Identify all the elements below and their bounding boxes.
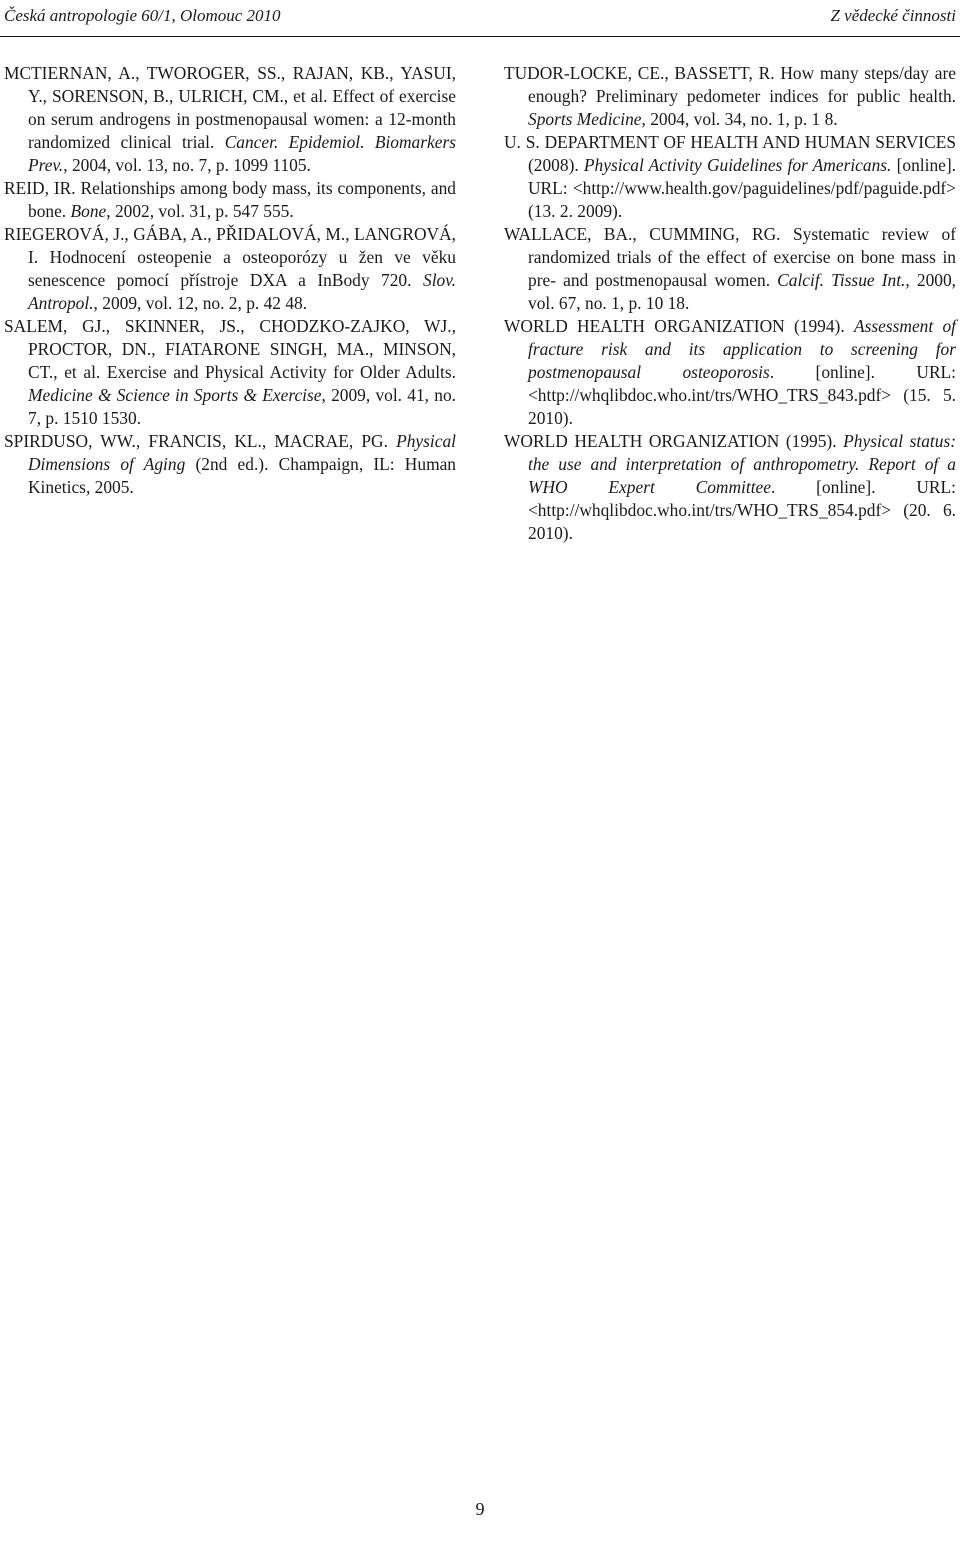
- reference-details: , 2000, vol. 67, no. 1, p. 10 18.: [528, 270, 956, 313]
- reference-details: , 2004, vol. 13, no. 7, p. 1099 1105.: [63, 155, 311, 175]
- journal-header: Česká antropologie 60/1, Olomouc 2010: [4, 6, 281, 25]
- reference-entry: [504, 131, 956, 223]
- reference-source: Bone: [70, 201, 107, 221]
- reference-source: Physical Activity Guidelines for Americans.: [583, 155, 892, 175]
- reference-entry: [504, 223, 956, 315]
- reference-entry: [4, 430, 456, 499]
- reference-details: (2nd ed.). Champaign, IL: Human Kinetics, 2005.: [28, 454, 457, 497]
- reference-source: Assessment of fracture risk and its application to screening for postmenopausal osteoporosis: [528, 316, 956, 382]
- reference-details: , 2004, vol. 34, no. 1, p. 1 8.: [641, 109, 838, 129]
- reference-details: , 2009, vol. 41, no. 7, p. 1510 1530.: [28, 385, 456, 428]
- reference-entry: [504, 430, 956, 545]
- reference-text: SPIRDUSO, WW., FRANCIS, KL., MACRAE, PG.: [4, 431, 397, 451]
- reference-source: Sports Medicine: [528, 109, 642, 129]
- reference-source: Medicine & Science in Sports & Exercise: [28, 385, 322, 405]
- reference-text: WALLACE, BA., CUMMING, RG. Systematic review of randomized trials of the effect of exercise on bone mass in pre- and postmenopausal women.: [504, 224, 956, 290]
- reference-details: [online]. URL: <http://www.health.gov/paguidelines/pdf/paguide.pdf> (13. 2. 2009).: [528, 155, 956, 221]
- reference-details: . [online]. URL: <http://whqlibdoc.who.int/trs/WHO_TRS_843.pdf> (15. 5. 2010).: [528, 362, 956, 428]
- reference-source: Calcif. Tissue Int.: [777, 270, 906, 290]
- reference-entry: [504, 315, 956, 430]
- reference-text: WORLD HEALTH ORGANIZATION (1995).: [504, 431, 844, 451]
- reference-text: WORLD HEALTH ORGANIZATION (1994).: [504, 316, 854, 336]
- reference-details: . [online]. URL: <http://whqlibdoc.who.int/trs/WHO_TRS_854.pdf> (20. 6. 2010).: [528, 477, 956, 543]
- reference-text: TUDOR-LOCKE, CE., BASSETT, R. How many steps/day are enough? Preliminary pedometer indices for public health.: [504, 63, 956, 106]
- reference-entry: [504, 62, 956, 131]
- reference-text: REID, IR. Relationships among body mass, its components, and bone.: [4, 178, 456, 221]
- reference-entry: [4, 315, 456, 430]
- reference-entry: [4, 62, 456, 177]
- reference-text: MCTIERNAN, A., TWOROGER, SS., RAJAN, KB., YASUI, Y., SORENSON, B., ULRICH, CM., et al. Effect of exercise on serum androgens in postmenopausal women: a 12-month randomized clinical trial.: [4, 63, 456, 152]
- reference-source: Cancer. Epidemiol. Biomarkers Prev.: [28, 132, 456, 175]
- reference-text: SALEM, GJ., SKINNER, JS., CHODZKO-ZAJKO, WJ., PROCTOR, DN., FIATARONE SINGH, MA., MINSON, CT., et al. Exercise and Physical Activity for Older Adults.: [4, 316, 456, 382]
- references-right-column: [504, 62, 956, 545]
- reference-text: RIEGEROVÁ, J., GÁBA, A., PŘIDALOVÁ, M., LANGROVÁ, I. Hodnocení osteopenie a osteoporózy u žen ve věku senescence pomocí přístroje DXA a InBody 720.: [4, 224, 456, 290]
- reference-source: Physical Dimensions of Aging: [28, 431, 456, 474]
- page-number: 9: [475, 1499, 485, 1519]
- reference-details: , 2002, vol. 31, p. 547 555.: [106, 201, 294, 221]
- header-divider: [0, 36, 960, 37]
- section-header: Z vědecké činnosti: [830, 6, 956, 25]
- references-left-column: [4, 62, 456, 499]
- reference-entry: [4, 177, 456, 223]
- reference-details: , 2009, vol. 12, no. 2, p. 42 48.: [93, 293, 308, 313]
- reference-source: Physical status: the use and interpretation of anthropometry. Report of a WHO Expert Committee: [528, 431, 956, 497]
- reference-source: Slov. Antropol.: [28, 270, 456, 313]
- reference-entry: [4, 223, 456, 315]
- reference-text: U. S. DEPARTMENT OF HEALTH AND HUMAN SERVICES (2008).: [504, 132, 956, 175]
